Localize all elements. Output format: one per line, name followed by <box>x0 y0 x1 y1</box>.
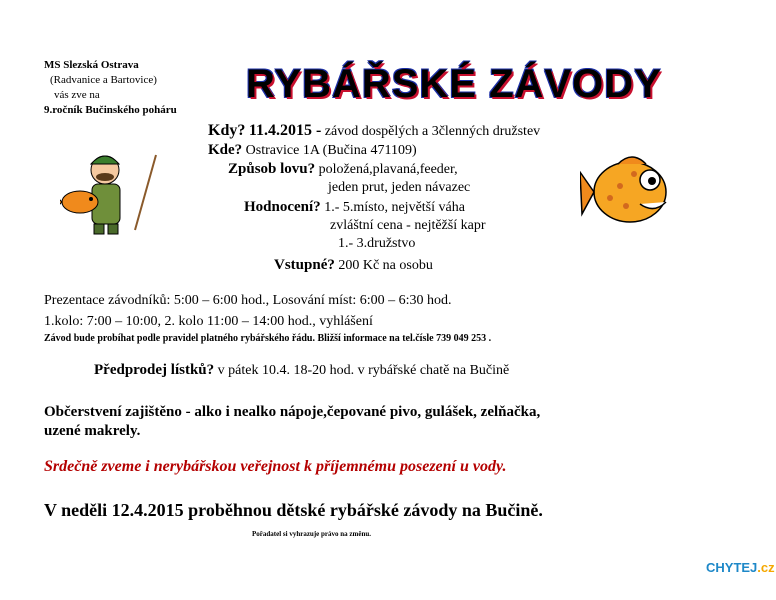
when-label: Kdy? <box>208 122 246 139</box>
presale-label: Předprodej lístků? <box>94 362 215 378</box>
headline: RYBÁŘSKÉ ZÁVODY <box>246 62 662 106</box>
where-line <box>208 141 417 160</box>
logo-suffix: .cz <box>757 560 775 575</box>
when-line <box>208 122 540 141</box>
presale-line <box>94 362 509 379</box>
organizer-disclaimer: Pořadatel si vyhrazuje právo na změnu. <box>252 530 371 538</box>
rating-line <box>244 198 465 217</box>
refreshments-block <box>44 403 540 441</box>
method-line-2: jeden prut, jeden návazec <box>328 180 471 195</box>
organizer-invite: vás zve na <box>54 89 100 101</box>
organizer-block <box>44 58 177 118</box>
logo-text: CHYTEJ <box>706 560 758 575</box>
registration-schedule: Prezentace závodníků: 5:00 – 6:00 hod., Losování míst: 6:00 – 6:30 hod. <box>44 293 452 308</box>
entry-fee-text: 200 Kč na osobu <box>338 258 433 273</box>
method-label: Způsob lovu? <box>228 161 316 177</box>
where-label: Kde? <box>208 142 243 158</box>
refreshments-line-1: Občerstvení zajištěno - alko i nealko nápoje,čepované pivo, gulášek, zelňačka, <box>44 404 541 420</box>
rules-note: Závod bude probíhat podle pravidel platného rybářského řádu. Bližší informace na tel.čísle 739 049 253 . <box>44 333 492 344</box>
entry-fee-line <box>274 256 433 275</box>
kids-event-line: V neděli 12.4.2015 proběhnou dětské rybářské závody na Bučině. <box>44 500 543 520</box>
organizer-name: MS Slezská Ostrava <box>44 59 139 71</box>
when-date: 11.4.2015 - <box>248 122 322 139</box>
rating-line-2: zvláštní cena - nejtěžší kapr <box>330 218 486 233</box>
method-line <box>228 160 458 179</box>
entry-fee-label: Vstupné? <box>274 257 335 273</box>
invitation-line: Srdečně zveme i nerybářskou veřejnost k příjemnému posezení u vody. <box>44 458 507 475</box>
cup-name: 9.ročník Bučinského poháru <box>44 104 177 116</box>
fisherman-illustration <box>60 150 160 235</box>
rounds-schedule: 1.kolo: 7:00 – 10:00, 2. kolo 11:00 – 14:00 hod., vyhlášení <box>44 314 373 329</box>
rating-line-3: 1.- 3.družstvo <box>338 236 416 251</box>
refreshments-line-2: uzené makrely. <box>44 423 141 439</box>
presale-text: v pátek 10.4. 18-20 hod. v rybářské chatě na Bučině <box>217 363 510 378</box>
rating-label: Hodnocení? <box>244 199 321 215</box>
rating-text: 1.- 5.místo, největší váha <box>324 200 465 215</box>
when-text: závod dospělých a 3členných družstev <box>324 124 541 139</box>
chytej-logo <box>706 560 775 575</box>
where-text: Ostravice 1A (Bučina 471109) <box>245 143 417 158</box>
fish-illustration <box>580 150 680 236</box>
organizer-place: (Radvanice a Bartovice) <box>50 74 157 86</box>
method-text: položená,plavaná,feeder, <box>318 162 458 177</box>
